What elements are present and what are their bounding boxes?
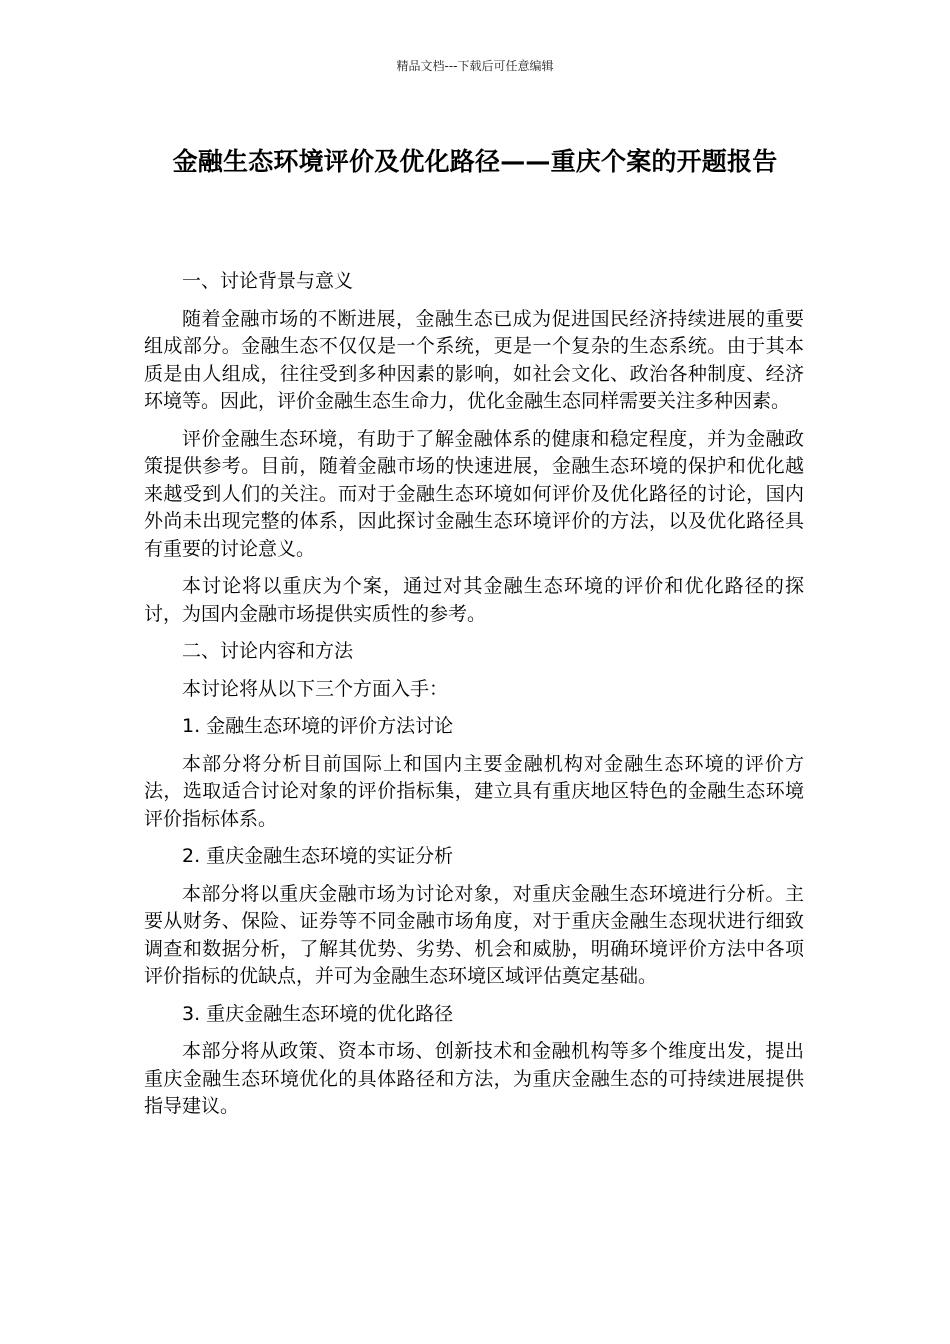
paragraph: 评价金融生态环境，有助于了解金融体系的健康和稳定程度，并为金融政策提供参考。目前，随着金融市场的快速进展，金融生态环境的保护和优化越来越受到人们的关注。而对于金融生态环境如何评价及优化路径的讨论，国内外尚未出现完整的体系，因此探讨金融生态环境评价的方法，以及优化路径具有重要的讨论意义。	[144, 427, 804, 560]
subheading-empirical-analysis: 2. 重庆金融生态环境的实证分析	[182, 845, 454, 867]
paragraph: 本讨论将以重庆为个案，通过对其金融生态环境的评价和优化路径的探讨，为国内金融市场提供实质性的参考。	[144, 575, 804, 625]
document-title: 金融生态环境评价及优化路径——重庆个案的开题报告	[172, 147, 778, 176]
paragraph: 本讨论将从以下三个方面入手：	[182, 677, 449, 700]
section-heading-background: 一、讨论背景与意义	[182, 270, 354, 292]
paragraph: 随着金融市场的不断进展，金融生态已成为促进国民经济持续进展的重要组成部分。金融生态不仅仅是一个系统，更是一个复杂的生态系统。由于其本质是由人组成，往往受到多种因素的影响，如社会文化、政治各种制度、经济环境等。因此，评价金融生态生命力，优化金融生态同样需要关注多种因素。	[144, 307, 804, 412]
paragraph: 本部分将分析目前国际上和国内主要金融机构对金融生态环境的评价方法，选取适合讨论对象的评价指标集，建立具有重庆地区特色的金融生态环境评价指标体系。	[144, 752, 804, 830]
subheading-evaluation-methods: 1. 金融生态环境的评价方法讨论	[182, 715, 454, 737]
page-header: 精品文档---下载后可任意编辑	[396, 59, 554, 73]
document-body	[144, 268, 804, 1131]
subheading-optimization-path: 3. 重庆金融生态环境的优化路径	[182, 1002, 454, 1025]
paragraph: 本部分将以重庆金融市场为讨论对象，对重庆金融生态环境进行分析。主要从财务、保险、证券等不同金融市场角度，对于重庆金融生态现状进行细致调查和数据分析，了解其优势、劣势、机会和威胁，明确环境评价方法中各项评价指标的优缺点，并可为金融生态环境区域评估奠定基础。	[144, 882, 804, 987]
paragraph: 本部分将从政策、资本市场、创新技术和金融机构等多个维度出发，提出重庆金融生态环境优化的具体路径和方法，为重庆金融生态的可持续进展提供指导建议。	[144, 1040, 804, 1117]
section-heading-content-methods: 二、讨论内容和方法	[182, 640, 354, 662]
